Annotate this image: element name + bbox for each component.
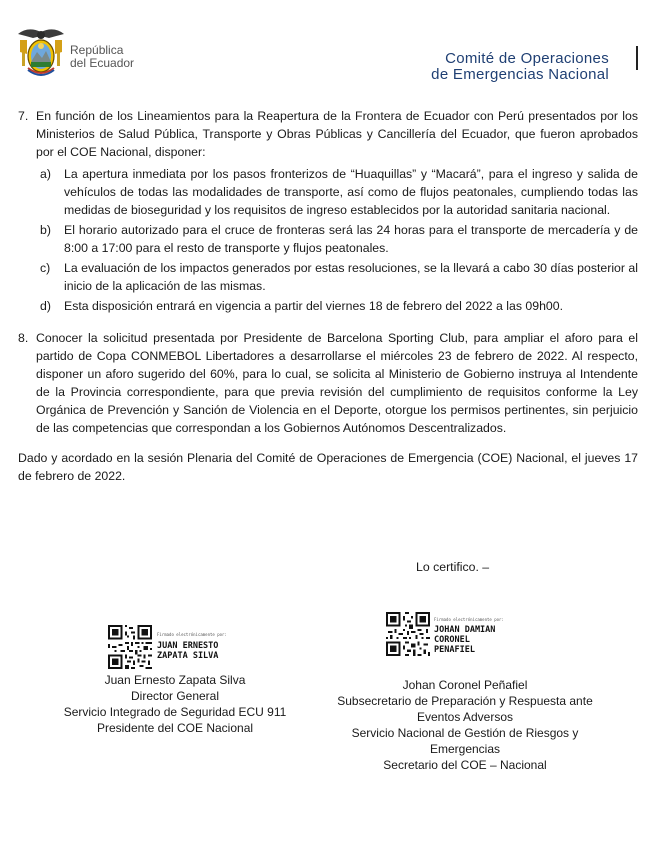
- republic-line1: República: [70, 43, 124, 57]
- signer-block-1: [50, 672, 300, 736]
- signer-title: Subsecretario de Preparación y Respuesta ante: [337, 694, 593, 708]
- esig-caption: Firmado electrónicamente por:: [157, 632, 227, 637]
- certification-line: Lo certifico. –: [416, 560, 490, 574]
- sub-text: La evaluación de los impactos generados por estas resoluciones, se la llevará a cabo 30 días posterior al inicio de la aplicación de las mismas.: [64, 261, 638, 293]
- coe-title: [431, 51, 609, 83]
- esig-name-line: JUAN ERNESTO: [157, 641, 219, 651]
- header-divider: [636, 46, 638, 70]
- republic-wordmark: [70, 44, 134, 70]
- sub-item-d: [40, 297, 638, 315]
- esig-name-line: CORONEL: [434, 635, 470, 645]
- resolution-item-7: [18, 107, 638, 161]
- signer-org-cont: Emergencias: [429, 742, 501, 756]
- resolution-item-8: [18, 329, 638, 437]
- item-number: 7.: [18, 109, 29, 123]
- qr-code-icon: [386, 612, 430, 656]
- signer-title: Director General: [130, 689, 220, 703]
- sub-text: La apertura inmediata por los pasos fronterizos de “Huaquillas” y “Macará”, para el ingreso y salida de vehículos de todas las modalidades de transporte, así como de flujos peatonales, cumpliendo todas las medidas de bioseguridad y los requisitos de ingreso establecidos por la autoridad sanitaria nacional.: [64, 167, 638, 217]
- sub-list: [40, 165, 638, 315]
- page-header: [0, 0, 665, 95]
- sub-item-c: [40, 259, 638, 295]
- signer-role: Presidente del COE Nacional: [96, 721, 254, 735]
- signer-role: Secretario del COE – Nacional: [383, 758, 547, 772]
- signer-block-2: [315, 677, 615, 773]
- esig-name-line: PENAFIEL: [434, 645, 475, 655]
- esig-caption: Firmado electrónicamente por:: [434, 617, 504, 622]
- coe-line2: de Emergencias Nacional: [431, 66, 609, 83]
- sub-letter: b): [40, 223, 51, 237]
- signer-org: Servicio Integrado de Seguridad ECU 911: [63, 705, 287, 719]
- item-number: 8.: [18, 331, 29, 345]
- esig-name-line: JOHAN DAMIAN: [434, 625, 496, 635]
- esig-name-line: ZAPATA SILVA: [157, 651, 219, 661]
- item-text: Conocer la solicitud presentada por Presidente de Barcelona Sporting Club, para ampliar el aforo para el partido de Copa CONMEBOL Libertadores a desarrollarse el miércoles 23 de febrero de 2022. Al respecto, disponer un aforo sugerido del 60%, para lo cual, se solicita al Ministerio de Gobierno instruya al Intendente de la Provincia correspondiente, para que previa revisión del cumplimiento de requisitos conforme la Ley Orgánica de Prevención y Sanción de Violencia en el Deporte, otorgue los permisos pertinentes, sin perjuicio de las competencias que correspondan a los Gobiernos Autónomos Descentralizados.: [36, 331, 638, 435]
- closing-paragraph: Dado y acordado en la sesión Plenaria del Comité de Operaciones de Emergencia (COE) Nacional, el jueves 17 de febrero de 2022.: [18, 451, 638, 483]
- item-text: En función de los Lineamientos para la Reapertura de la Frontera de Ecuador con Perú presentados por los Ministerios de Salud Pública, Transporte y Obras Públicas y Cancillería del Ecuador, que fueron aprobados por el COE Nacional, disponer:: [36, 109, 638, 159]
- signer-org: Servicio Nacional de Gestión de Riesgos y: [351, 726, 579, 740]
- sub-item-b: [40, 221, 638, 257]
- sub-letter: d): [40, 299, 51, 313]
- sub-item-a: [40, 165, 638, 219]
- sub-text: Esta disposición entrará en vigencia a partir del viernes 18 de febrero del 2022 a las 09h00.: [64, 299, 564, 313]
- esig-name: [434, 625, 495, 655]
- signer-name: Johan Coronel Peñafiel: [402, 678, 528, 692]
- signer-title-cont: Eventos Adversos: [416, 710, 514, 724]
- sub-text: El horario autorizado para el cruce de fronteras será las 24 horas para el transporte de mercadería y de 8:00 a 17:00 para el resto de transporte y flujos peatonales.: [64, 223, 638, 255]
- signer-name: Juan Ernesto Zapata Silva: [104, 673, 246, 687]
- coat-of-arms-icon: [16, 24, 66, 82]
- coe-line1: Comité de Operaciones: [445, 50, 609, 67]
- document-body: [18, 107, 638, 485]
- sub-letter: c): [40, 261, 51, 275]
- sub-letter: a): [40, 167, 51, 181]
- esig-name: [157, 641, 218, 661]
- republic-line2: del Ecuador: [70, 56, 135, 70]
- qr-code-icon: [108, 625, 152, 669]
